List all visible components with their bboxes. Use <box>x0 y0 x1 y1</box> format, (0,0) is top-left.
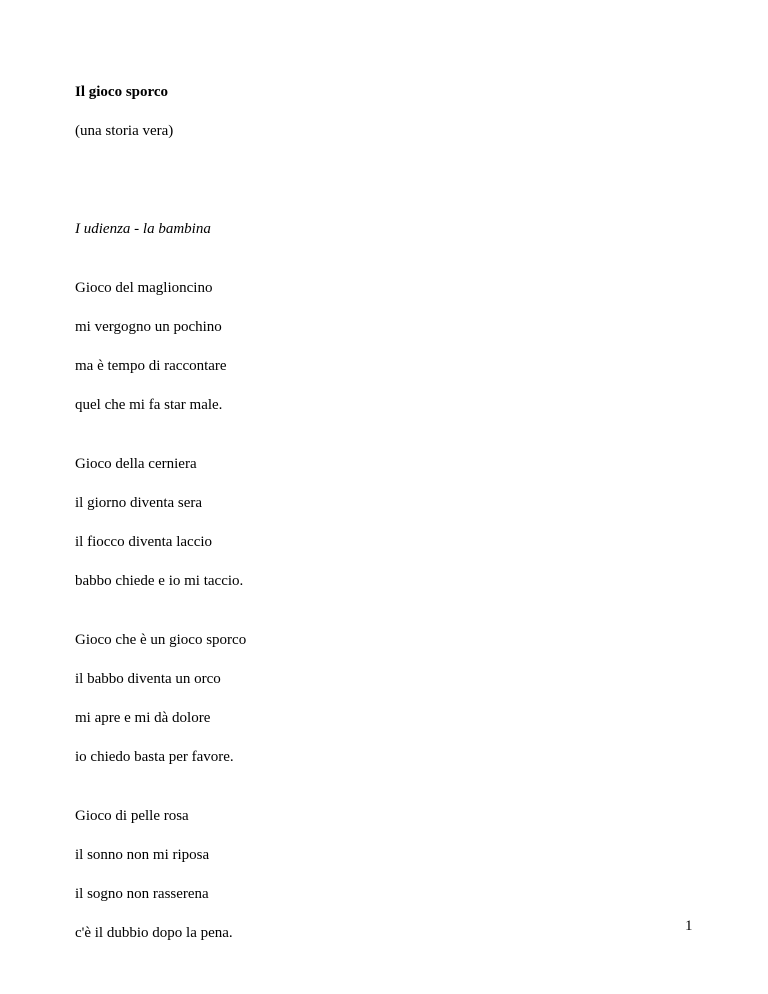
verse-line: mi apre e mi dà dolore <box>75 710 211 726</box>
verse-line: Gioco di pelle rosa <box>75 808 189 824</box>
verse-line: il fiocco diventa laccio <box>75 534 213 550</box>
verse-line: il babbo diventa un orco <box>75 671 221 687</box>
poem-subtitle: (una storia vera) <box>75 123 174 139</box>
verse-line: Gioco della cerniera <box>75 456 197 472</box>
verse-line: c'è il dubbio dopo la pena. <box>75 925 233 941</box>
section-heading: I udienza - la bambina <box>75 221 211 237</box>
verse-line: mi vergogno un pochino <box>75 319 222 335</box>
verse-line: il sogno non rasserena <box>75 886 209 902</box>
verse-line: il giorno diventa sera <box>75 495 203 511</box>
verse-line: babbo chiede e io mi taccio. <box>75 573 244 589</box>
verse-line: ma è tempo di raccontare <box>75 358 227 374</box>
verse-line: Gioco del maglioncino <box>75 280 213 296</box>
page-number: 1 <box>685 918 693 934</box>
verse-line: io chiedo basta per favore. <box>75 749 234 765</box>
verse-line: il sonno non mi riposa <box>75 847 210 863</box>
poem-title: Il gioco sporco <box>75 84 169 100</box>
verse-line: quel che mi fa star male. <box>75 397 223 413</box>
verse-line: Gioco che è un gioco sporco <box>75 632 247 648</box>
